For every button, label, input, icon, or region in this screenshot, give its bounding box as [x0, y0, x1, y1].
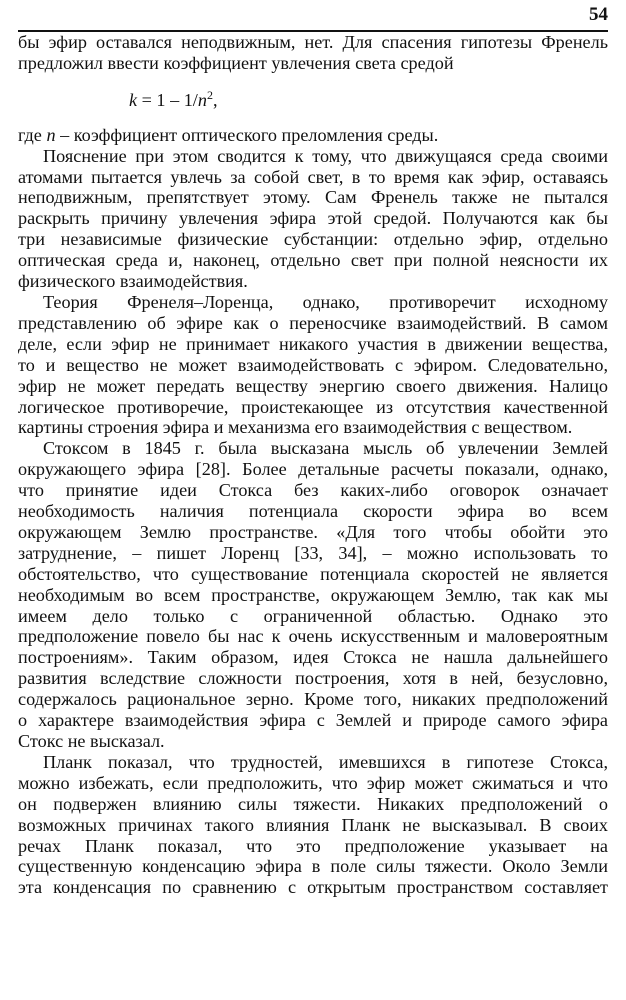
formula-text: = 1 – 1/	[137, 89, 198, 110]
text-line: Теория Френеля–Лоренца, однако, противоречит исходному	[43, 291, 608, 312]
text-line: Стокс не высказал.	[18, 731, 165, 751]
formula-variable: n	[46, 124, 56, 145]
text-line: бы эфир оставался неподвижным, нет. Для спасения гипотезы Френель	[18, 32, 608, 52]
text-line: Пояснение при этом сводится к тому, что движущаяся среда своими	[43, 145, 608, 166]
text-line: Стоксом в 1845 г. была высказана мысль об увлечении Землей	[43, 438, 608, 459]
text-line: необходимость наличия потенциала скорости эфира во всем	[18, 501, 608, 522]
text-line: построениям». Таким образом, идея Стокса не нашла дальнейшего	[18, 647, 608, 668]
text-line: логическое противоречие, проистекающее из отсутствия качественной	[18, 396, 608, 417]
text-span: где	[18, 124, 47, 145]
text-line: затруднение, – пишет Лоренц [33, 34], – можно использовать то	[18, 542, 608, 563]
text-line: необходимым во всем пространстве, окружающем Землю, так как мы	[18, 584, 608, 605]
text-line: содержалось рациональное зерно. Кроме того, никаких предположений	[18, 689, 608, 710]
text-line: что принятие идеи Стокса без каких-либо оговорок означает	[18, 480, 608, 501]
formula-variable: n	[197, 89, 207, 110]
formula-exponent: 2	[206, 87, 213, 102]
text-line: существенную конденсацию эфира в поле силы тяжести. Около Земли	[18, 856, 608, 877]
text-line: предположение повело бы нас к очень искусственным и маловероятным	[18, 626, 608, 647]
text-span: – коэффициент оптического преломления среды.	[55, 124, 439, 145]
text-line: представлению об эфире как о переносчике взаимодействий. В самом	[18, 312, 608, 333]
text-line: то и вещество не может взаимодействовать с эфиром. Следовательно,	[18, 354, 608, 375]
text-line: речах Планк показал, что это предположение указывает на	[18, 835, 608, 856]
text-line: неподвижным, препятствует этому. Сам Френель также не пытался	[18, 187, 608, 208]
text-line: эта конденсация по сравнению с открытым пространством составляет	[18, 877, 608, 898]
text-line: окружающем Землю пространстве. «Для того чтобы обойти это	[18, 521, 608, 542]
text-line: развития вследствие сложности построения, хотя в ней, безусловно,	[18, 668, 608, 689]
text-line: атомами пытается увлечь за собой свет, в то время как эфир, оставаясь	[18, 166, 608, 187]
page-number: 54	[589, 4, 608, 25]
text-line: эфир не может передать веществу энергию своего движения. Налицо	[18, 375, 608, 396]
formula-explanation	[18, 125, 608, 146]
formula-text: ,	[212, 89, 218, 110]
text-line: имеем дело только с ограниченной областью. Однако это	[18, 605, 608, 626]
text-line: обстоятельство, что существование потенциала скоростей не является	[18, 563, 608, 584]
text-line: Планк показал, что трудностей, имевшихся в гипотезе Стокса,	[43, 751, 608, 772]
text-line: деле, если эфир не принимает никакого участия в движении вещества,	[18, 333, 608, 354]
text-line: картины строения эфира и механизма его взаимодействия с веществом.	[18, 417, 573, 438]
text-line: предложил ввести коэффициент увлечения света средой	[18, 52, 454, 73]
text-line: три независимые физические субстанции: отдельно эфир, отдельно	[18, 229, 608, 250]
text-line: физического взаимодействия.	[18, 271, 248, 292]
text-line: окружающего эфира [28]. Более детальные расчеты показали, однако,	[18, 459, 608, 480]
formula-variable: k	[129, 89, 138, 110]
text-line: раскрыть причину увлечения эфира этой средой. Получаются как бы	[18, 208, 608, 229]
text-line: возможных причинах такого влияния Планк не высказывал. В своих	[18, 814, 608, 835]
text-line: оптическая среда и, наконец, отдельно свет при полной неясности их	[18, 250, 608, 271]
text-line: он подвержен влиянию силы тяжести. Никаких предположений о	[18, 793, 608, 814]
body-text	[18, 32, 608, 898]
formula	[129, 87, 608, 111]
text-line: можно избежать, если предположить, что эфир может сжиматься и что	[18, 772, 608, 793]
text-line: о характере взаимодействия эфира с Землей и природе самого эфира	[18, 710, 608, 731]
